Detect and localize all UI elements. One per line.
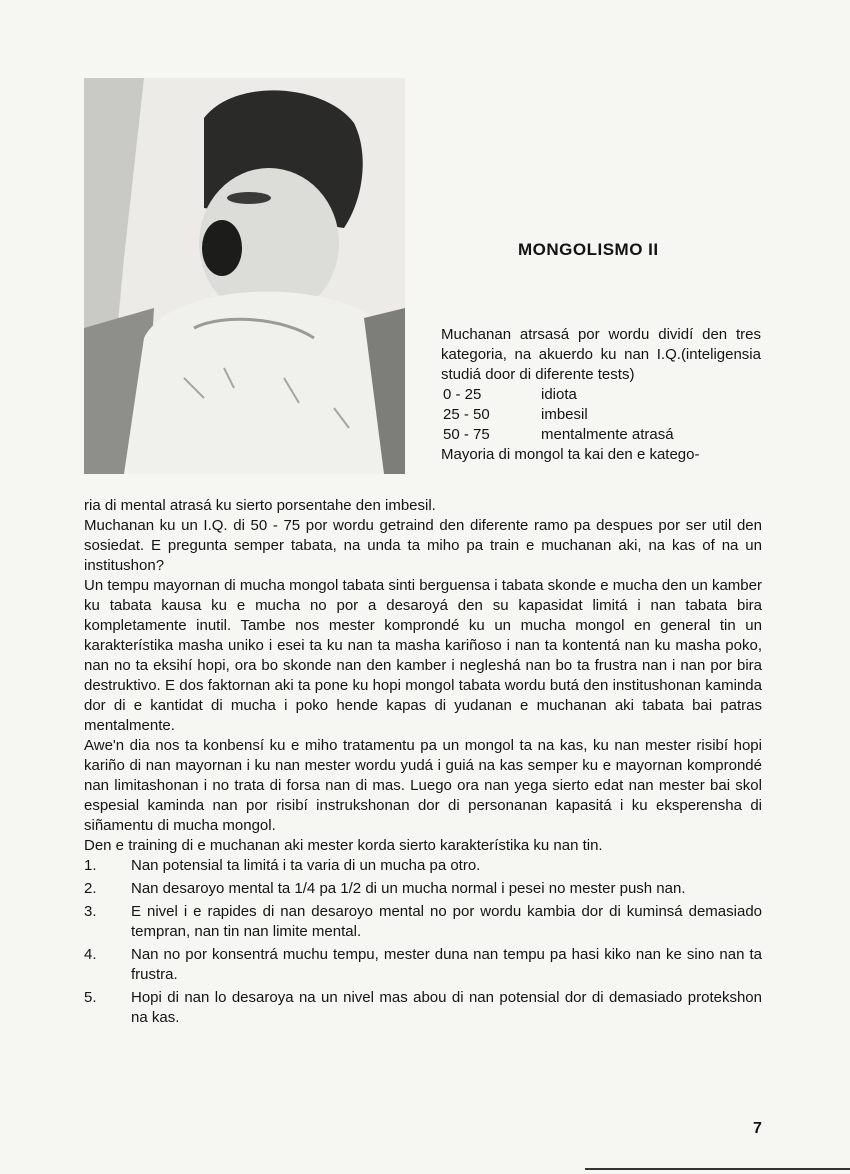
- page-number: 7: [753, 1120, 762, 1137]
- category-range: 50 - 75: [443, 426, 490, 443]
- list-text: Nan desaroyo mental ta 1/4 pa 1/2 di un mucha normal i pesei no mester push nan.: [131, 880, 686, 897]
- category-range: 0 - 25: [443, 386, 482, 403]
- list-item: [84, 856, 762, 876]
- category-row: [441, 405, 761, 425]
- paragraph: Muchanan ku un I.Q. di 50 - 75 por wordu getraind den diferente ramo pa despues por ser util den sosiedat. E pregunta semper tabata, na unda ta miho pa train e muchanan aki, na kas of na un institushon?: [84, 517, 762, 574]
- paragraph: Den e training di e muchanan aki mester korda sierto karakterístika ku nan tin.: [84, 837, 603, 854]
- characteristics-list: [84, 856, 762, 1028]
- list-text: E nivel i e rapides di nan desaroyo mental no por wordu kambia dor di kuminsá demasiado tempran, nan tin nan limite mental.: [131, 903, 762, 940]
- bottom-rule: [585, 1168, 850, 1170]
- category-label: imbesil: [541, 406, 588, 423]
- category-range: 25 - 50: [443, 406, 490, 423]
- list-item: [84, 945, 762, 985]
- category-label: idiota: [541, 386, 577, 403]
- category-row: [441, 385, 761, 405]
- list-number: 4.: [84, 946, 97, 963]
- list-text: Hopi di nan lo desaroya na un nivel mas abou di nan potensial dor di demasiado protekshon na kas.: [131, 989, 762, 1026]
- baby-photo: [84, 78, 405, 474]
- list-item: [84, 879, 762, 899]
- list-number: 5.: [84, 989, 97, 1006]
- page-title: MONGOLISMO II: [518, 240, 659, 259]
- list-text: Nan potensial ta limitá i ta varia di un mucha pa otro.: [131, 857, 481, 874]
- paragraph: Awe'n dia nos ta konbensí ku e miho tratamentu pa un mongol ta na kas, ku nan mester risibí hopi kariño di nan mayornan i ku nan mester wordu yudá i guiá na kas semper ku e mayornan komprondé nan limitashonan i no trata di forsa nan di mas. Luego ora nan yega sierto edat nan mester bai skol espesial kaminda nan por risibí instrukshonan dor di personanan kapasitá i ku eksperensha di siñamentu di mucha mongol.: [84, 737, 762, 834]
- paragraph: ria di mental atrasá ku sierto porsentahe den imbesil.: [84, 497, 436, 514]
- list-number: 3.: [84, 903, 97, 920]
- list-item: [84, 902, 762, 942]
- list-number: 2.: [84, 880, 97, 897]
- paragraph: Un tempu mayornan di mucha mongol tabata sinti berguensa i tabata skonde e mucha den un kamber ku tabata kausa ku e mucha no por a desaroyá den su kapasidat limitá i nan tabata bira kompletamente inutil. Tambe nos mester komprondé ku un mucha mongol en general tin un karakterístika masha uniko i esei ta ku nan ta masha kariñoso i nan ta kontentá nan ku masha poko, nan no ta eksihí hopi, ora bo skonde nan den kamber i negleshá nan bo ta frustra nan i nan por bira destruktivo. E dos faktornan aki ta pone ku hopi mongol tabata wordu butá den institushonan kaminda dor di e kantidat di mucha i poko hende kapas di yudanan e muchanan aki tabata bai patras mentalmente.: [84, 577, 762, 734]
- list-text: Nan no por konsentrá muchu tempu, mester duna nan tempu pa hasi kiko nan ke sino nan ta frustra.: [131, 946, 762, 983]
- category-row: [441, 425, 761, 445]
- body-text: [84, 496, 762, 1031]
- category-label: mentalmente atrasá: [541, 426, 674, 443]
- intro-block: [441, 325, 761, 465]
- list-item: [84, 988, 762, 1028]
- intro-continuation: Mayoria di mongol ta kai den e katego-: [441, 446, 700, 463]
- intro-text: Muchanan atrsasá por wordu dividí den tres kategoria, na akuerdo ku nan I.Q.(inteligensia studiá door di diferente tests): [441, 326, 761, 383]
- list-number: 1.: [84, 857, 97, 874]
